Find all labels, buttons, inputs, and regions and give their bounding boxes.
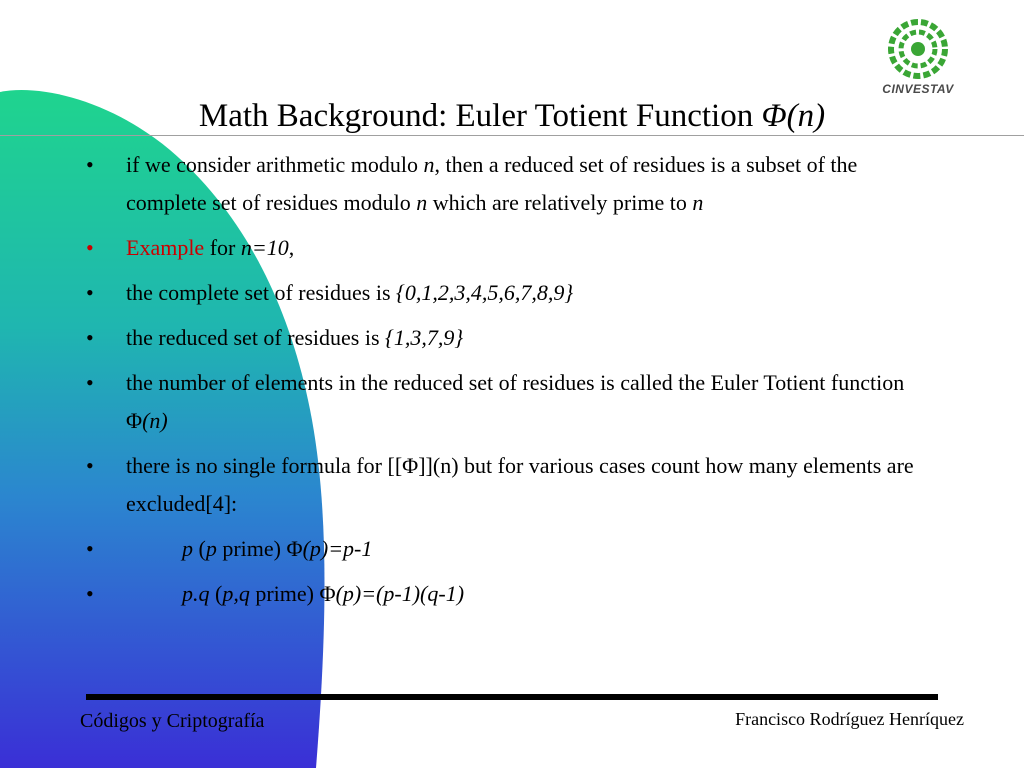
- slide-title: [0, 96, 1024, 136]
- example-label: Example: [126, 235, 205, 260]
- cinvestav-logo: [872, 18, 964, 104]
- bullet-symbol: •: [86, 370, 94, 395]
- footer-author: Francisco Rodríguez Henríquez: [735, 709, 964, 729]
- bullet-symbol: •: [86, 280, 94, 305]
- list-item: • the complete set of residues is {0,1,2,3,4,5,6,7,8,9}: [86, 274, 936, 312]
- bullet-symbol: •: [86, 536, 94, 561]
- title-phi: Φ(n): [761, 98, 826, 134]
- list-item: • Example for n=10,: [86, 229, 936, 267]
- list-item: • p (p prime) Φ(p)=p-1: [86, 530, 936, 568]
- footer-divider: [86, 694, 938, 700]
- bullet-symbol: •: [86, 581, 94, 606]
- bullet-symbol: •: [86, 152, 94, 177]
- logo-emblem-icon: [887, 18, 949, 80]
- list-item: • there is no single formula for [[Φ]](n) but for various cases count how many elements are excluded[4]:: [86, 447, 936, 523]
- list-item: • p.q (p,q prime) Φ(p)=(p-1)(q-1): [86, 575, 936, 613]
- footer-course-title: Códigos y Criptografía: [80, 710, 265, 732]
- bullet-symbol: •: [86, 235, 94, 260]
- list-item: • if we consider arithmetic modulo n, then a reduced set of residues is a subset of the complete set of residues modulo n which are relatively prime to n: [86, 146, 936, 222]
- list-item: • the number of elements in the reduced set of residues is called the Euler Totient function Φ(n): [86, 364, 936, 440]
- bullet-symbol: •: [86, 453, 94, 478]
- list-item: • the reduced set of residues is {1,3,7,9}: [86, 319, 936, 357]
- title-text: Math Background: Euler Totient Function: [198, 98, 762, 134]
- logo-text: CINVESTAV: [882, 82, 954, 96]
- bullet-list: [86, 146, 936, 620]
- bullet-symbol: •: [86, 325, 94, 350]
